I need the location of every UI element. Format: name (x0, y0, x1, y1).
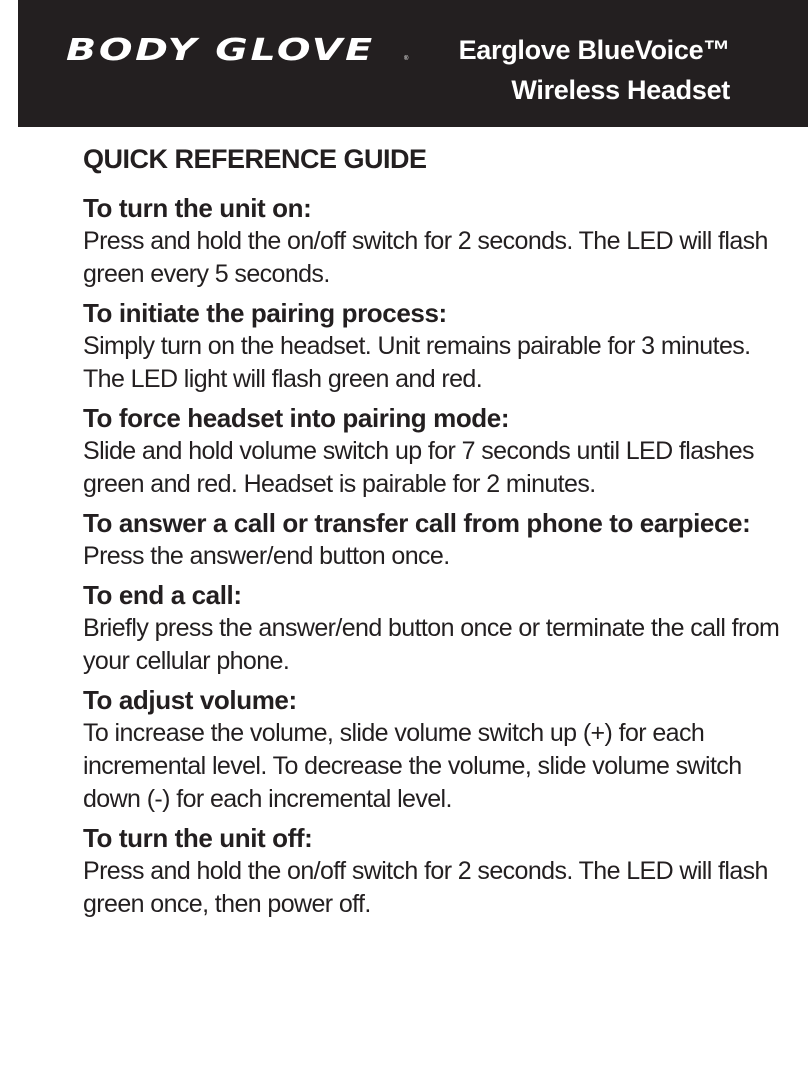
body-line: green every 5 seconds. (83, 260, 330, 288)
section-answer-call (83, 507, 763, 573)
product-title-line-2: Wireless Headset (511, 75, 730, 105)
body-line: down (-) for each incremental level. (83, 785, 452, 813)
body-line: Simply turn on the headset. Unit remains pairable for 3 minutes. (83, 332, 751, 360)
guide-title: QUICK REFERENCE GUIDE (83, 144, 427, 174)
body-line: Press and hold the on/off switch for 2 seconds. The LED will flash (83, 227, 768, 255)
section-heading: To answer a call or transfer call from phone to earpiece: (83, 508, 751, 538)
brand-logo: BODY GLOVE (66, 33, 375, 68)
section-body (83, 330, 763, 396)
section-adjust-volume (83, 684, 763, 816)
body-line: incremental level. To decrease the volume, slide volume switch (83, 752, 742, 780)
section-body (83, 435, 763, 501)
brand-registered-mark: ® (404, 56, 409, 62)
body-line: green once, then power off. (83, 890, 371, 918)
body-line: Press and hold the on/off switch for 2 seconds. The LED will flash (83, 857, 768, 885)
section-heading: To turn the unit off: (83, 823, 313, 853)
section-body (83, 225, 768, 291)
body-line: To increase the volume, slide volume switch up (+) for each (83, 719, 705, 747)
section-end-call (83, 579, 780, 678)
section-heading: To initiate the pairing process: (83, 298, 447, 328)
section-body (83, 540, 763, 573)
section-body (83, 717, 763, 816)
body-line: your cellular phone. (83, 647, 290, 675)
section-turn-unit-on (83, 192, 768, 291)
body-line: Briefly press the answer/end button once or terminate the call from (83, 614, 780, 642)
section-heading: To adjust volume: (83, 685, 297, 715)
product-title (459, 30, 730, 110)
product-title-line-1: Earglove BlueVoice™ (458, 35, 730, 65)
body-line: green and red. Headset is pairable for 2 minutes. (83, 470, 596, 498)
section-body (83, 855, 768, 921)
section-heading: To end a call: (83, 580, 242, 610)
body-line: Press the answer/end button once. (83, 542, 450, 570)
section-heading: To force headset into pairing mode: (83, 403, 510, 433)
section-force-pairing-mode (83, 402, 763, 501)
section-body (83, 612, 780, 678)
section-turn-unit-off (83, 822, 768, 921)
body-line: Slide and hold volume switch up for 7 seconds until LED flashes (83, 437, 754, 465)
body-line: The LED light will flash green and red. (83, 365, 483, 393)
quick-reference-guide (83, 143, 780, 927)
section-initiate-pairing (83, 297, 763, 396)
section-heading: To turn the unit on: (83, 193, 312, 223)
